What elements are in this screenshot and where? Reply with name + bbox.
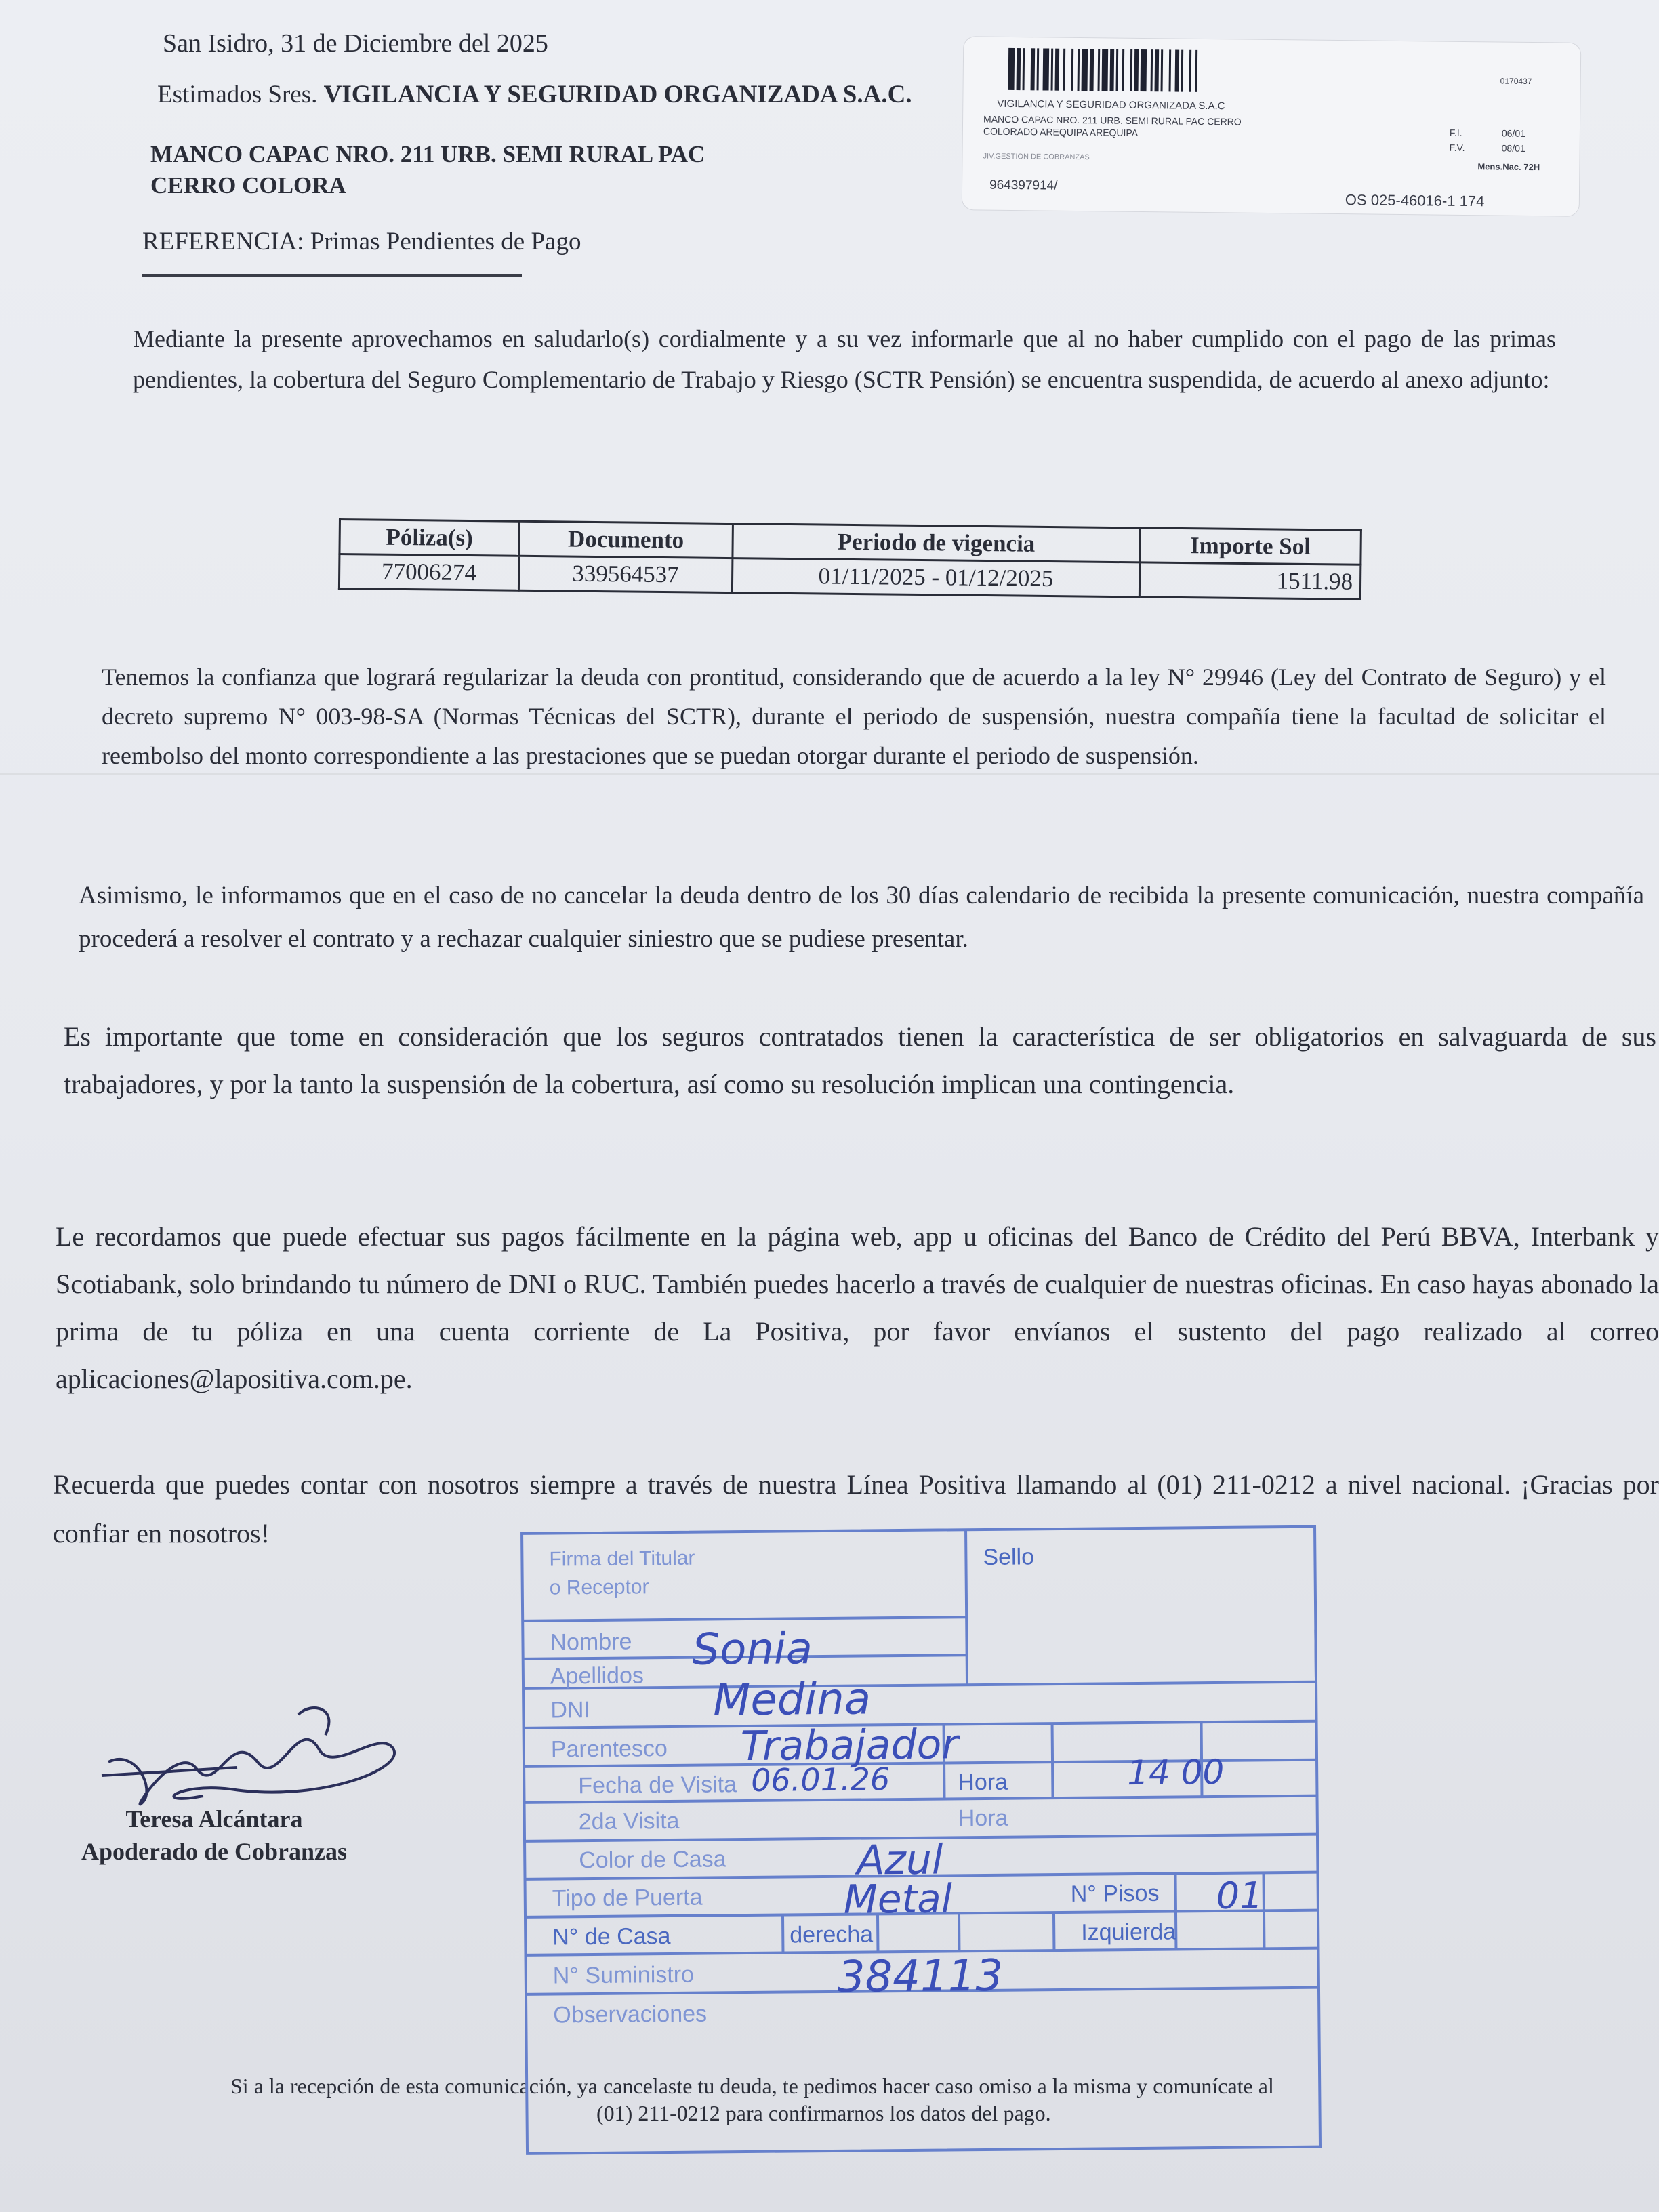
handwritten-hora: 14 00 xyxy=(1126,1752,1225,1793)
label-code: 0170437 xyxy=(1500,76,1532,87)
reference-line: REFERENCIA: Primas Pendientes de Pago xyxy=(142,228,581,255)
paragraph-3: Asimismo, le informamos que en el caso de no cancelar la deuda dentro de los 30 días calendario de recibida la presente comunicación, nuestra compañía procederá a resolver el contrato y a rechazar cualquier siniestro que se pudiese presentar. xyxy=(79,882,1644,953)
stamp-receptor: o Receptor xyxy=(549,1576,649,1599)
label-fv-label: F.V. xyxy=(1449,142,1465,153)
header-poliza: Póliza(s) xyxy=(340,520,519,556)
cell-importe: 1511.98 xyxy=(1139,562,1361,599)
label-company: VIGILANCIA Y SEGURIDAD ORGANIZADA S.A.C xyxy=(997,98,1225,112)
label-date-labels xyxy=(1450,125,1465,155)
signer-title: Apoderado de Cobranzas xyxy=(81,1838,348,1865)
header-documento: Documento xyxy=(519,521,733,558)
stamp-sello: Sello xyxy=(983,1544,1035,1570)
handwritten-suministro: 384113 xyxy=(837,1950,1004,2003)
stamp-parentesco: Parentesco xyxy=(550,1736,668,1763)
stamp-n-suministro: N° Suministro xyxy=(552,1961,695,1989)
stamp-apellidos: Apellidos xyxy=(550,1662,644,1689)
policy-table xyxy=(338,518,1362,600)
signature xyxy=(95,1687,407,1816)
footer-note-line-2: (01) 211-0212 para confirmarnos los datos del pago. xyxy=(596,2101,1051,2125)
stamp-color-casa: Color de Casa xyxy=(579,1846,726,1874)
stamp-n-casa: N° de Casa xyxy=(552,1923,671,1950)
greeting xyxy=(157,80,912,109)
handwritten-fecha: 06.01.26 xyxy=(751,1761,890,1799)
header-importe: Importe Sol xyxy=(1140,528,1361,565)
barcode-bar xyxy=(1195,50,1198,92)
label-fi-label: F.I. xyxy=(1449,127,1462,138)
paragraph-1: Mediante la presente aprovechamos en saludarlo(s) cordialmente y a su vez informarle que al no haber cumplido con el pago de las primas pendientes, la cobertura del Seguro Complementario de Trabajo y Riesgo (SCTR Pensión) se encuentra suspendida, de acuerdo al anexo adjunto: xyxy=(133,325,1556,393)
paragraph-6: Recuerda que puedes contar con nosotros siempre a través de nuestra Línea Positiva llamando al (01) 211-0212 a nivel nacional. ¡Gracias por confiar en nosotros! xyxy=(53,1469,1659,1549)
address-line-2: CERRO COLORA xyxy=(150,172,346,199)
stamp-izquierda: Izquierda xyxy=(1081,1919,1176,1946)
company-address xyxy=(150,139,705,201)
header-periodo: Periodo de vigencia xyxy=(733,524,1140,562)
stamp-hora: Hora xyxy=(958,1769,1008,1796)
paragraph-4: Es importante que tome en consideración que los seguros contratados tienen la característica de ser obligatorios en salvaguarda de sus trabajadores, y por la tanto la suspensión de la cobertura, así como su resolución implican una contingencia. xyxy=(64,1021,1656,1099)
footer-note-line-1: Si a la recepción de esta comunicación, ya cancelaste tu deuda, te pedimos hacer caso omiso a la misma y comunícate al xyxy=(230,2074,1274,2098)
label-address-line-1: MANCO CAPAC NRO. 211 URB. SEMI RURAL PAC CERRO xyxy=(983,113,1242,127)
reference-underline xyxy=(142,274,522,277)
label-department: JIV.GESTION DE COBRANZAS xyxy=(983,152,1090,162)
signer-block xyxy=(81,1803,347,1868)
label-date-values xyxy=(1502,126,1526,156)
stamp-observaciones: Observaciones xyxy=(553,2001,708,2028)
label-phone: 964397914/ xyxy=(989,178,1058,193)
cell-documento: 339564537 xyxy=(518,556,733,592)
letter-date: San Isidro, 31 de Diciembre del 2025 xyxy=(163,29,548,58)
cell-periodo: 01/11/2025 - 01/12/2025 xyxy=(732,558,1139,597)
stamp-firma: Firma del Titular xyxy=(549,1547,695,1571)
stamp-hora-2: Hora xyxy=(958,1805,1008,1832)
label-fi-value: 06/01 xyxy=(1501,127,1526,139)
stamp-nombre: Nombre xyxy=(550,1629,632,1656)
stamp-tipo-puerta: Tipo de Puerta xyxy=(552,1884,703,1912)
label-address xyxy=(983,113,1242,140)
handwritten-pisos: 01 xyxy=(1216,1874,1263,1917)
label-os: OS 025-46016-1 174 xyxy=(1345,191,1485,210)
signer-name: Teresa Alcántara xyxy=(125,1805,303,1832)
handwritten-puerta: Metal xyxy=(843,1875,953,1923)
paragraph-5: Le recordamos que puede efectuar sus pagos fácilmente en la página web, app u oficinas del Banco de Crédito del Perú BBVA, Interbank y Scotiabank, solo brindando tu número de DNI o RUC. También puedes hacerlo a través de cualquier de nuestras oficinas. En caso hayas abonado la prima de tu póliza en una cuenta corriente de La Positiva, por favor envíanos el sustento del pago realizado al correo aplicaciones@lapositiva.com.pe. xyxy=(56,1221,1659,1394)
mailing-label xyxy=(962,36,1582,217)
label-fv-value: 08/01 xyxy=(1501,142,1525,154)
barcode xyxy=(1008,48,1328,94)
address-line-1: MANCO CAPAC NRO. 211 URB. SEMI RURAL PAC xyxy=(150,141,705,167)
cell-poliza: 77006274 xyxy=(339,554,518,591)
handwritten-color: Azul xyxy=(856,1836,943,1885)
handwritten-apellidos: Medina xyxy=(712,1674,872,1726)
handwritten-parentesco: Trabajador xyxy=(740,1721,959,1771)
delivery-stamp xyxy=(515,1521,1327,2158)
label-address-line-2: COLORADO AREQUIPA AREQUIPA xyxy=(983,125,1139,138)
stamp-fecha-visita: Fecha de Visita xyxy=(578,1771,737,1799)
paragraph-2: Tenemos la confianza que logrará regularizar la deuda con prontitud, considerando que de acuerdo a la ley N° 29946 (Ley del Contrato de Seguro) y el decreto supremo N° 003-98-SA (Normas Técnicas del SCTR), durante el periodo de suspensión, nuestra compañía tiene la facultad de solicitar el reembolso del monto correspondiente a las prestaciones que se puedan otorgar durante el periodo de suspensión. xyxy=(102,663,1606,769)
stamp-n-pisos: N° Pisos xyxy=(1070,1880,1160,1907)
stamp-segunda-visita: 2da Visita xyxy=(578,1807,680,1835)
stamp-dni: DNI xyxy=(550,1697,591,1723)
stamp-derecha: derecha xyxy=(790,1921,874,1948)
greeting-prefix: Estimados Sres. xyxy=(157,81,318,108)
company-name: VIGILANCIA Y SEGURIDAD ORGANIZADA S.A.C. xyxy=(323,81,912,108)
label-mens: Mens.Nac. 72H xyxy=(1477,161,1540,173)
handwritten-nombre: Sonia xyxy=(692,1624,813,1675)
